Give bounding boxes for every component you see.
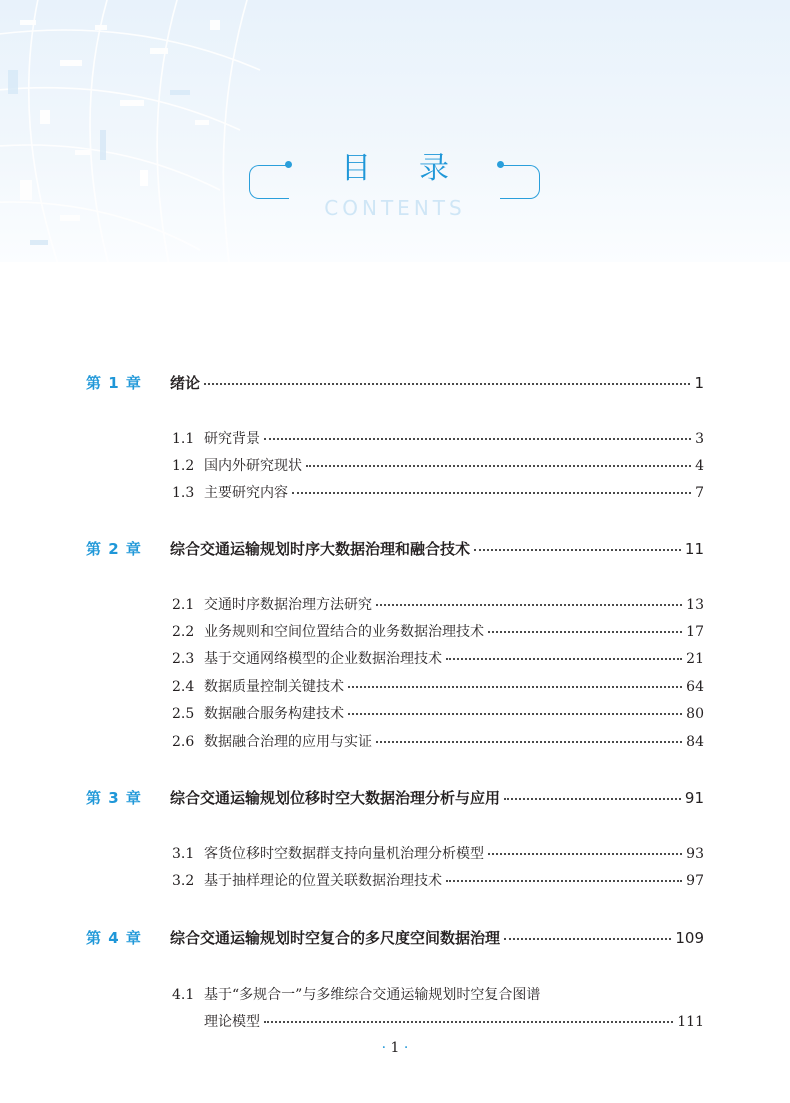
dot-leader — [474, 541, 681, 551]
chapter-page-number: 91 — [684, 789, 704, 807]
section-number: 2.1 — [172, 597, 195, 613]
section-title: 国内外研究现状 — [204, 458, 302, 474]
toc-section-2-5[interactable] — [172, 703, 704, 723]
section-page-number: 64 — [686, 679, 704, 695]
toc-section-2-2[interactable] — [172, 621, 704, 641]
dot-leader — [348, 705, 682, 715]
toc-section-2-4[interactable] — [172, 676, 704, 696]
section-page-number: 17 — [686, 624, 704, 640]
section-page-number: 97 — [686, 873, 704, 889]
section-title: 交通时序数据治理方法研究 — [204, 597, 372, 613]
section-number: 3.2 — [172, 873, 195, 889]
toc-section-2-3[interactable] — [172, 648, 704, 668]
section-page-number: 111 — [677, 1014, 704, 1030]
section-title: 基于交通网络模型的企业数据治理技术 — [204, 651, 442, 667]
footer-dot-right: · — [403, 1040, 409, 1056]
section-number: 2.2 — [172, 624, 195, 640]
chapter-label: 第 1 章 — [86, 374, 142, 392]
toc-section-1-2[interactable] — [172, 455, 704, 475]
section-title: 研究背景 — [204, 431, 260, 447]
dot-leader — [264, 430, 691, 440]
section-page-number: 7 — [695, 485, 704, 501]
toc-section-3-1[interactable] — [172, 843, 704, 863]
section-number: 4.1 — [172, 987, 195, 1003]
chapter-title: 综合交通运输规划时空复合的多尺度空间数据治理 — [170, 929, 501, 947]
toc-chapter-4[interactable] — [86, 927, 704, 948]
page-subtitle: CONTENTS — [324, 196, 466, 220]
dot-leader — [446, 650, 682, 660]
page-footer — [0, 1040, 790, 1056]
section-title-continuation: 理论模型 — [204, 1014, 260, 1030]
section-title: 数据融合服务构建技术 — [204, 706, 344, 722]
footer-page-number: 1 — [390, 1040, 400, 1056]
section-number: 1.3 — [172, 485, 195, 501]
section-page-number: 93 — [686, 846, 704, 862]
dot-leader — [264, 1013, 673, 1023]
chapter-label: 第 2 章 — [86, 540, 142, 558]
chapter-page-number: 109 — [675, 929, 704, 947]
toc-section-3-2[interactable] — [172, 870, 704, 890]
section-number: 3.1 — [172, 846, 195, 862]
section-number: 2.5 — [172, 706, 195, 722]
section-page-number: 84 — [686, 734, 704, 750]
section-number: 1.2 — [172, 458, 195, 474]
chapter-title: 绪论 — [170, 374, 201, 392]
section-number: 2.6 — [172, 734, 195, 750]
section-page-number: 4 — [695, 458, 704, 474]
dot-leader — [348, 678, 682, 688]
chapter-title: 综合交通运输规划时序大数据治理和融合技术 — [170, 540, 471, 558]
dot-leader — [376, 733, 682, 743]
section-number: 1.1 — [172, 431, 195, 447]
dot-leader — [504, 790, 681, 800]
toc-section-2-6[interactable] — [172, 731, 704, 751]
section-page-number: 13 — [686, 597, 704, 613]
section-number: 2.4 — [172, 679, 195, 695]
section-title: 数据融合治理的应用与实证 — [204, 734, 372, 750]
toc-chapter-2[interactable] — [86, 538, 704, 559]
toc-section-2-1[interactable] — [172, 594, 704, 614]
dot-leader — [292, 484, 691, 494]
toc-section-4-1[interactable] — [172, 984, 704, 1004]
dot-leader — [376, 596, 682, 606]
toc-chapter-1[interactable] — [86, 372, 704, 393]
footer-dot-left: · — [381, 1040, 387, 1056]
toc-section-4-1-continuation[interactable] — [204, 1011, 704, 1031]
section-title: 主要研究内容 — [204, 485, 288, 501]
section-title: 业务规则和空间位置结合的业务数据治理技术 — [204, 624, 484, 640]
chapter-title: 综合交通运输规划位移时空大数据治理分析与应用 — [170, 789, 501, 807]
section-title: 基于抽样理论的位置关联数据治理技术 — [204, 873, 442, 889]
dot-leader — [204, 375, 690, 385]
page-title: 目录 — [341, 151, 497, 186]
dot-leader — [488, 845, 682, 855]
section-title: 客货位移时空数据群支持向量机治理分析模型 — [204, 846, 484, 862]
chapter-page-number: 11 — [684, 540, 704, 558]
section-page-number: 80 — [686, 706, 704, 722]
dot-leader — [488, 623, 682, 633]
chapter-label: 第 4 章 — [86, 929, 142, 947]
toc-section-1-3[interactable] — [172, 482, 704, 502]
dot-leader — [446, 872, 682, 882]
dot-leader — [306, 457, 691, 467]
section-title: 基于“多规合一”与多维综合交通运输规划时空复合图谱 — [204, 987, 541, 1003]
section-number: 2.3 — [172, 651, 195, 667]
toc-section-1-1[interactable] — [172, 428, 704, 448]
dot-leader — [504, 930, 671, 940]
chapter-page-number: 1 — [694, 374, 704, 392]
section-title: 数据质量控制关键技术 — [204, 679, 344, 695]
toc-chapter-3[interactable] — [86, 787, 704, 808]
chapter-label: 第 3 章 — [86, 789, 142, 807]
section-page-number: 21 — [686, 651, 704, 667]
section-page-number: 3 — [695, 431, 704, 447]
